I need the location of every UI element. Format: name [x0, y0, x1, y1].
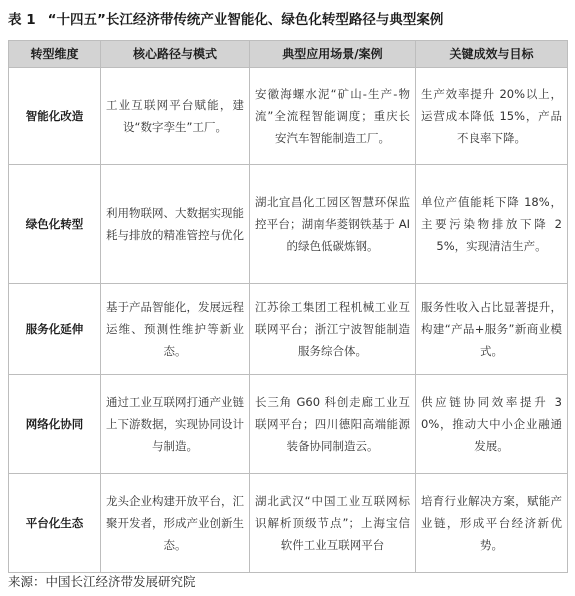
header-dimension: 转型维度 — [9, 41, 101, 68]
source-note: 来源：中国长江经济带发展研究院 — [8, 574, 196, 589]
table-title: “十四五”长江经济带传统产业智能化、绿色化转型路径与典型案例 — [47, 12, 444, 28]
cases-table — [8, 40, 568, 573]
table-row — [9, 165, 568, 284]
path-cell: 基于产品智能化，发展远程运维、预测性维护等新业态。 — [101, 284, 250, 375]
table-caption — [8, 8, 568, 28]
table-row — [9, 68, 568, 165]
results-cell: 生产效率提升 20%以上，运营成本降低 15%，产品不良率下降。 — [416, 68, 568, 165]
header-cases: 典型应用场景/案例 — [250, 41, 416, 68]
table-row — [9, 474, 568, 573]
cases-cell: 江苏徐工集团工程机械工业互联网平台；浙江宁波智能制造服务综合体。 — [250, 284, 416, 375]
results-cell: 培育行业解决方案，赋能产业链，形成平台经济新优势。 — [416, 474, 568, 573]
path-cell: 龙头企业构建开放平台，汇聚开发者，形成产业创新生态。 — [101, 474, 250, 573]
results-cell: 单位产值能耗下降 18%，主要污染物排放下降 25%，实现清洁生产。 — [416, 165, 568, 284]
header-path: 核心路径与模式 — [101, 41, 250, 68]
cases-cell: 湖北武汉“中国工业互联网标识解析顶级节点”；上海宝信软件工业互联网平台 — [250, 474, 416, 573]
path-cell: 通过工业互联网打通产业链上下游数据，实现协同设计与制造。 — [101, 375, 250, 474]
header-results: 关键成效与目标 — [416, 41, 568, 68]
cases-cell: 湖北宜昌化工园区智慧环保监控平台；湖南华菱钢铁基于 AI 的绿色低碳炼钢。 — [250, 165, 416, 284]
path-cell: 利用物联网、大数据实现能耗与排放的精准管控与优化 — [101, 165, 250, 284]
cases-cell: 长三角 G60 科创走廊工业互联网平台；四川德阳高端能源装备协同制造云。 — [250, 375, 416, 474]
path-cell: 工业互联网平台赋能，建设“数字孪生”工厂。 — [101, 68, 250, 165]
cases-cell: 安徽海螺水泥“矿山-生产-物流”全流程智能调度；重庆长安汽车智能制造工厂。 — [250, 68, 416, 165]
table-number: 表 1 — [8, 12, 36, 28]
table-row — [9, 284, 568, 375]
dimension-cell: 智能化改造 — [9, 68, 101, 165]
results-cell: 供应链协同效率提升 30%，推动大中小企业融通发展。 — [416, 375, 568, 474]
table-row — [9, 375, 568, 474]
results-cell: 服务性收入占比显著提升，构建“产品+服务”新商业模式。 — [416, 284, 568, 375]
dimension-cell: 网络化协同 — [9, 375, 101, 474]
dimension-cell: 平台化生态 — [9, 474, 101, 573]
header-row — [9, 41, 568, 68]
dimension-cell: 服务化延伸 — [9, 284, 101, 375]
dimension-cell: 绿色化转型 — [9, 165, 101, 284]
